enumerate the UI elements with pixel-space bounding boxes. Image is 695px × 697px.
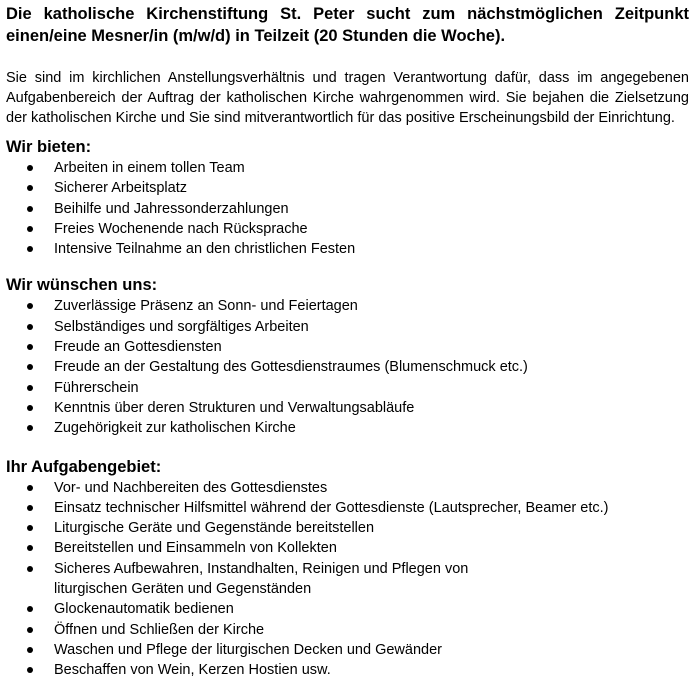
list-item [6,599,689,619]
list-item-text: Waschen und Pflege der liturgischen Decken und Gewänder [54,641,442,658]
bullet-icon [27,566,33,572]
list-item-text: Freude an der Gestaltung des Gottesdienstraumes (Blumenschmuck etc.) [54,359,528,376]
list-item [6,478,689,498]
list-item [6,378,689,398]
list-item-text: Zuverlässige Präsenz an Sonn- und Feiertagen [54,298,358,315]
bullet-icon [27,525,33,531]
bullet-icon [27,545,33,551]
list-item-text: Intensive Teilnahme an den christlichen Festen [54,241,356,258]
list-item [6,337,689,357]
list-item-text: Führerschein [54,379,139,396]
list-item [6,518,689,538]
list-item-text: Freude an Gottesdiensten [54,339,222,356]
list-item [6,498,689,518]
list-item [6,398,689,418]
tasks-title: Ihr Aufgabengebiet: [6,457,162,476]
list-item-text: Beschaffen von Wein, Kerzen Hostien usw. [54,662,331,679]
list-item [6,640,689,660]
bullet-icon [27,405,33,411]
bullet-icon [27,364,33,370]
list-item [6,239,689,259]
offers-list [6,158,689,259]
list-item-text: Selbständiges und sorgfältiges Arbeiten [54,318,309,335]
wishes-list [6,296,689,438]
offers-title: Wir bieten: [6,138,92,156]
bullet-icon [27,627,33,633]
bullet-icon [27,606,33,612]
wishes-title: Wir wünschen uns: [6,276,158,295]
list-item-text: Einsatz technischer Hilfsmittel während der Gottesdienste (Lautsprecher, Beamer etc.) [54,499,609,516]
list-item [6,158,689,178]
list-item-text: Bereitstellen und Einsammeln von Kollekten [54,540,337,557]
bullet-icon [27,165,33,171]
list-item-text: Zugehörigkeit zur katholischen Kirche [54,420,296,437]
list-item [6,418,689,438]
bullet-icon [27,246,33,252]
list-item-text: Arbeiten in einem tollen Team [54,160,245,176]
list-item-text: Freies Wochenende nach Rücksprache [54,220,308,237]
list-item-text: Glockenautomatik bedienen [54,601,234,618]
list-item-text: Beihilfe und Jahressonderzahlungen [54,200,289,217]
list-item [6,357,689,377]
bullet-icon [27,425,33,431]
list-item [6,178,689,198]
bullet-icon [27,344,33,350]
bullet-icon [27,303,33,309]
list-item [6,660,689,680]
bullet-icon [27,206,33,212]
list-item [6,620,689,640]
bullet-icon [27,324,33,330]
list-item-text: Vor- und Nachbereiten des Gottesdienstes [54,479,328,496]
list-item [6,538,689,558]
list-item [6,199,689,219]
tasks-section [6,456,689,681]
list-item [6,296,689,316]
list-item-text: Kenntnis über deren Strukturen und Verwaltungsabläufe [54,399,415,416]
bullet-icon [27,667,33,673]
bullet-icon [27,185,33,191]
bullet-icon [27,226,33,232]
bullet-icon [27,647,33,653]
bullet-icon [27,385,33,391]
list-item-text: Sicheres Aufbewahren, Instandhalten, Reinigen und Pflegen von liturgischen Geräten und Gegenständen [54,560,469,598]
list-item [6,219,689,239]
bullet-icon [27,485,33,491]
bullet-icon [27,505,33,511]
offers-section [6,136,689,259]
list-item-text: Liturgische Geräte und Gegenstände bereitstellen [54,520,375,537]
job-headline: Die katholische Kirchenstiftung St. Peter sucht zum nächstmöglichen Zeitpunkt einen/eine Mesner/in (m/w/d) in Teilzeit (20 Stunden die Woche). [6,5,689,45]
wishes-section [6,274,689,438]
list-item-text: Sicherer Arbeitsplatz [54,180,187,197]
list-item [6,559,689,600]
list-item-text: Öffnen und Schließen der Kirche [54,621,265,638]
list-item [6,317,689,337]
intro-paragraph: Sie sind im kirchlichen Anstellungsverhältnis und tragen Verantwortung dafür, dass im angegebenen Aufgabenbereich der Auftrag der katholischen Kirche wahrgenommen wird. Sie bejahen die Zielsetzung der katholischen Kirche und Sie sind mitverantwortlich für das positive Erscheinungsbild der Einrichtung. [6,70,689,126]
tasks-list [6,478,689,681]
